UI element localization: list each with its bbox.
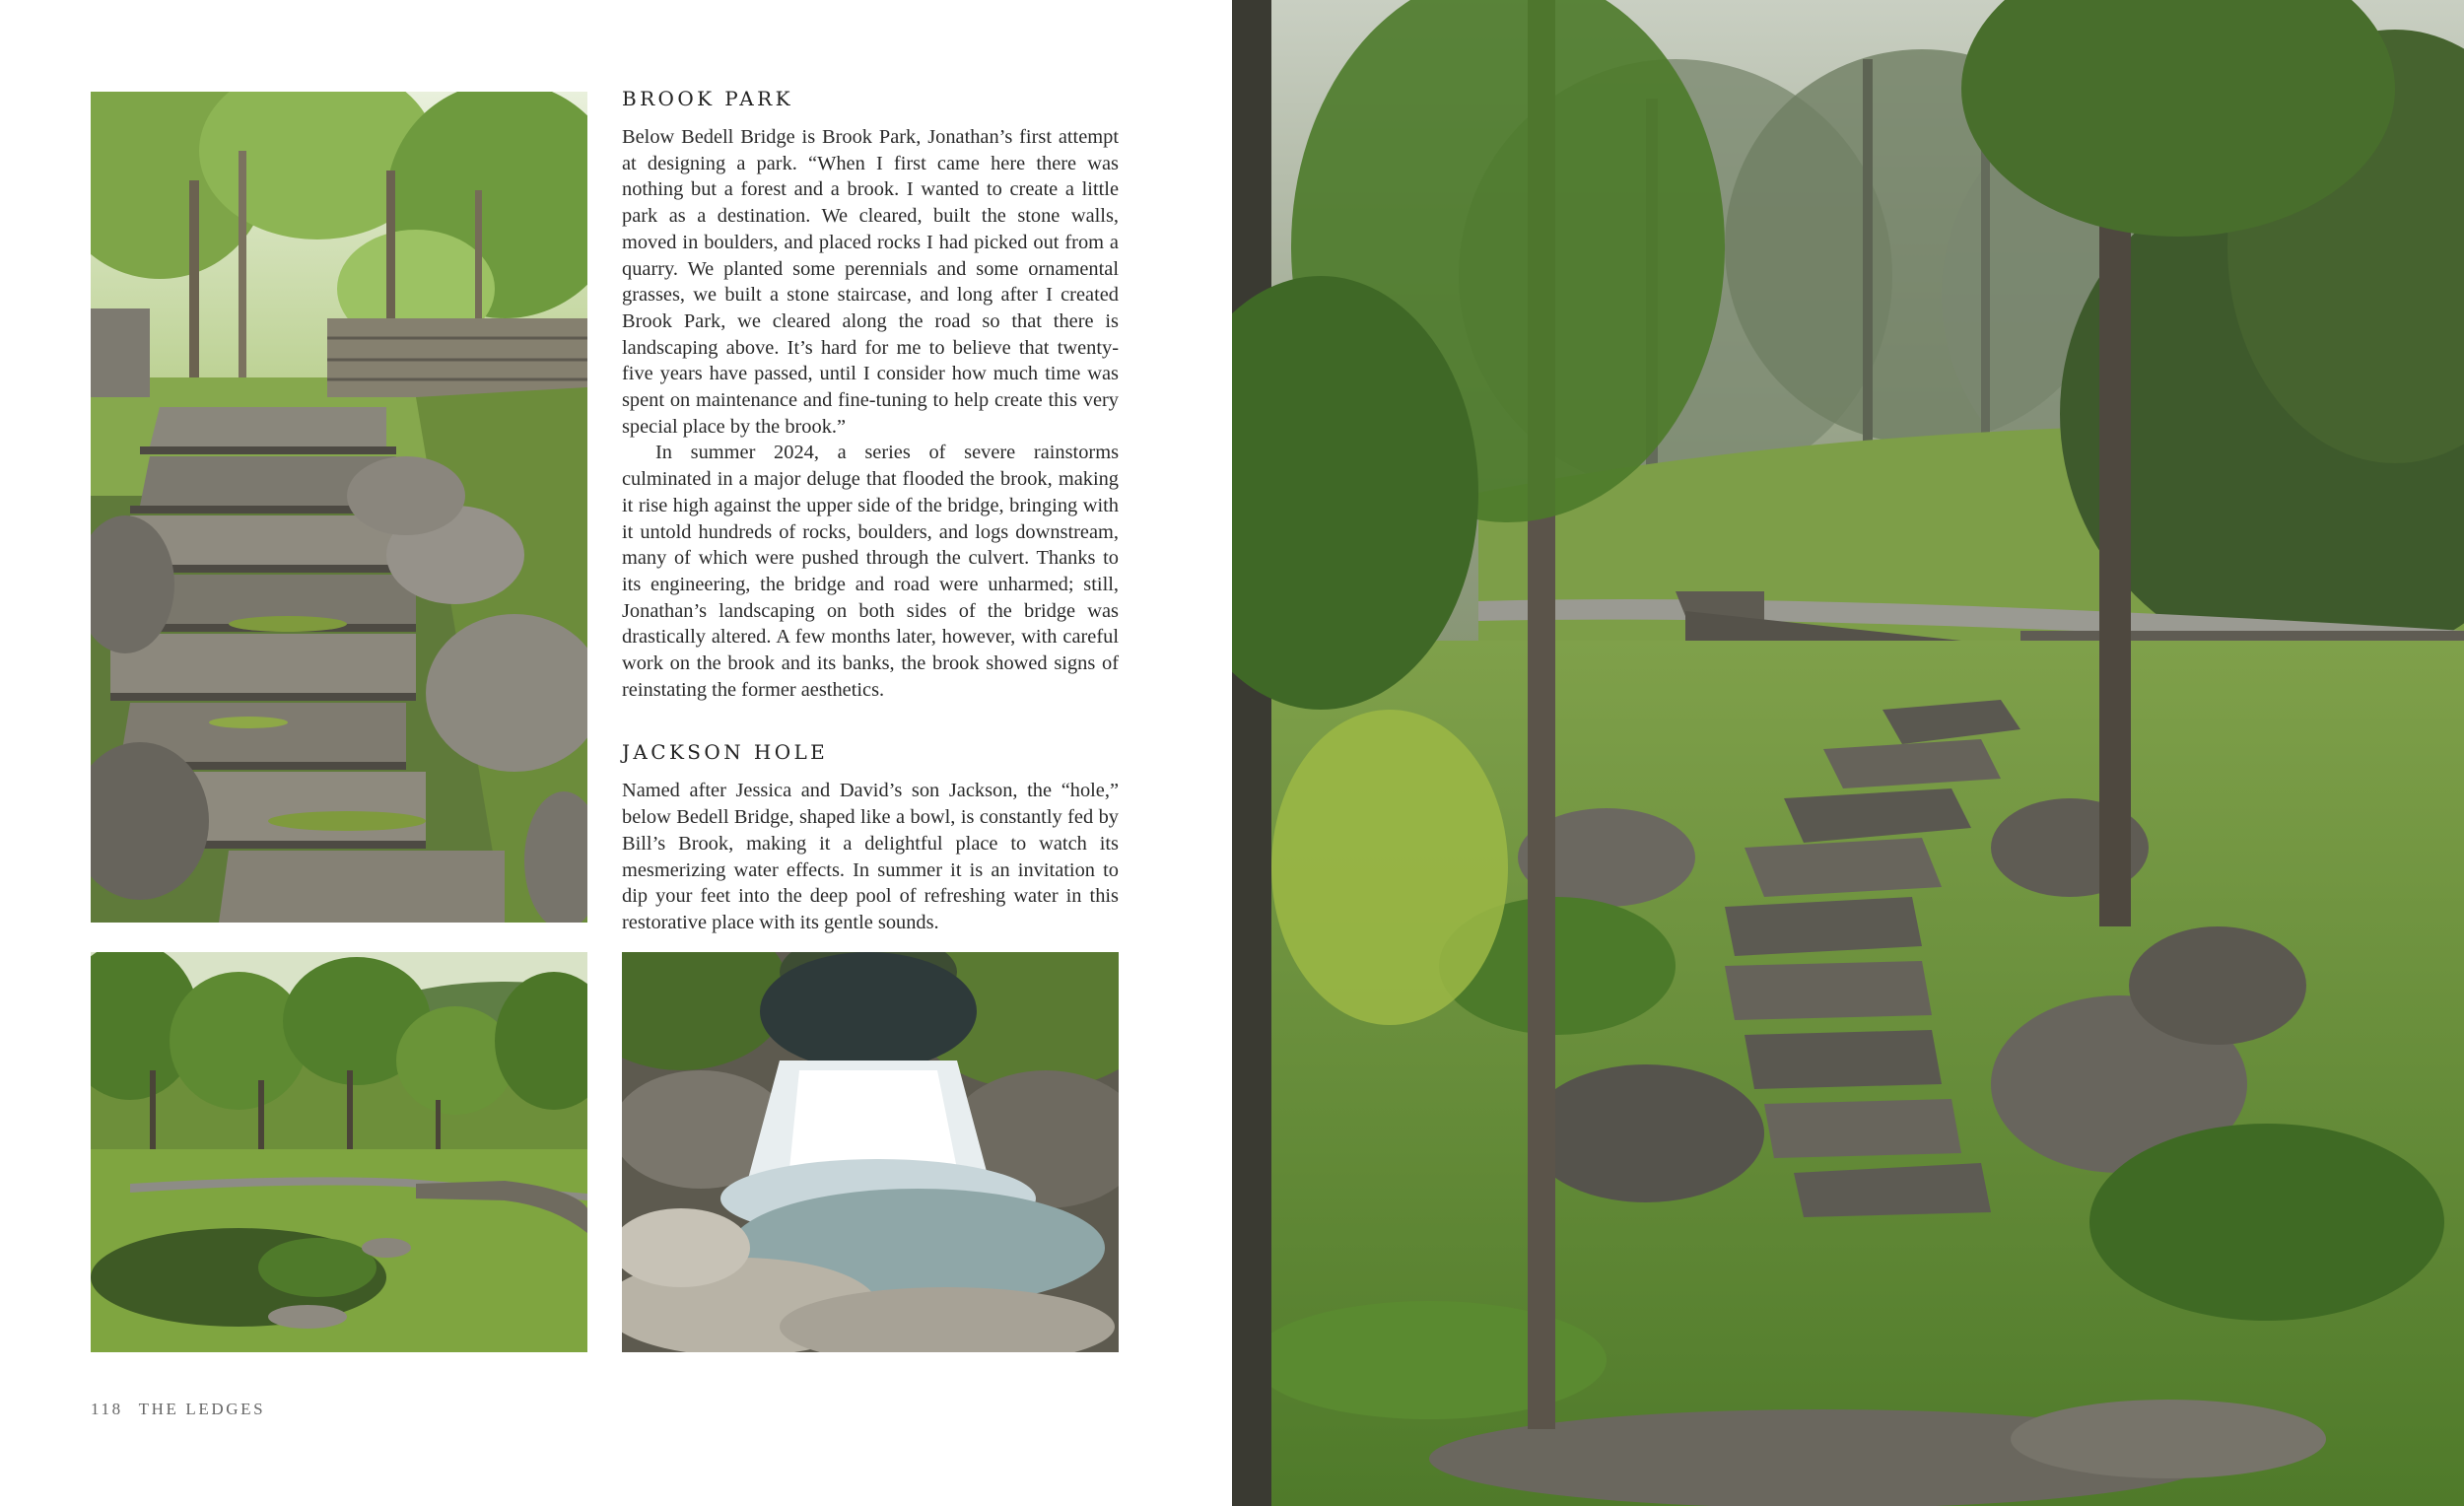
right-page-photo [1232, 0, 2464, 1506]
page-number: 118 [91, 1400, 123, 1418]
brook-park-paragraph-2: In summer 2024, a series of severe rainstorms culminated in a major deluge that flooded the brook, making it rise high against the upper side of the bridge, bringing with it untold hundreds of rocks, boulders, and logs downstream, many of which were pushed through the culvert. Thanks to its engineering, the bridge and road were unharmed; still, Jonathan’s landscaping on both sides of the bridge was drastically altered. A few months later, however, with careful work on the brook and its banks, the brook showed signs of reinstating the former aesthetics. [622, 442, 1119, 701]
text-column [622, 87, 1119, 936]
cascade-image [622, 952, 1119, 1352]
page-folio [91, 1400, 265, 1419]
rainy-staircase-image [1232, 0, 2464, 1506]
park-landscape-image [91, 952, 587, 1352]
stone-staircase-image [91, 92, 587, 923]
stone-staircase-photo [91, 92, 587, 923]
section-heading-brook-park: BROOK PARK [622, 87, 793, 110]
section-heading-jackson-hole: JACKSON HOLE [622, 740, 829, 765]
brook-park-paragraph-1: Below Bedell Bridge is Brook Park, Jonathan’s first attempt at designing a park. “When I first came here there was nothing but a forest and a brook. I wanted to create a little park as a destination. We cleared, built the stone walls, moved in boulders, and placed rocks I had picked out from a quarry. We planted some perennials and some ornamental grasses, we built a stone staircase, and long after I created Brook Park, we cleared along the road so that there is landscaping above. It’s hard for me to believe that twenty-five years have passed, until I consider how much time was spent on maintenance and fine-tuning to help create this very special place by the brook.” [622, 126, 1119, 438]
park-landscape-photo [91, 952, 587, 1352]
running-title: THE LEDGES [138, 1400, 266, 1418]
jackson-hole-paragraph-1: Named after Jessica and David’s son Jackson, the “hole,” below Bedell Bridge, shaped like a bowl, is constantly fed by Bill’s Brook, making it a delightful place to watch its mesmerizing water effects. In summer it is an invitation to dip your feet into the deep pool of refreshing water in this restorative place with its gentle sounds. [622, 780, 1119, 933]
cascade-photo [622, 952, 1119, 1352]
